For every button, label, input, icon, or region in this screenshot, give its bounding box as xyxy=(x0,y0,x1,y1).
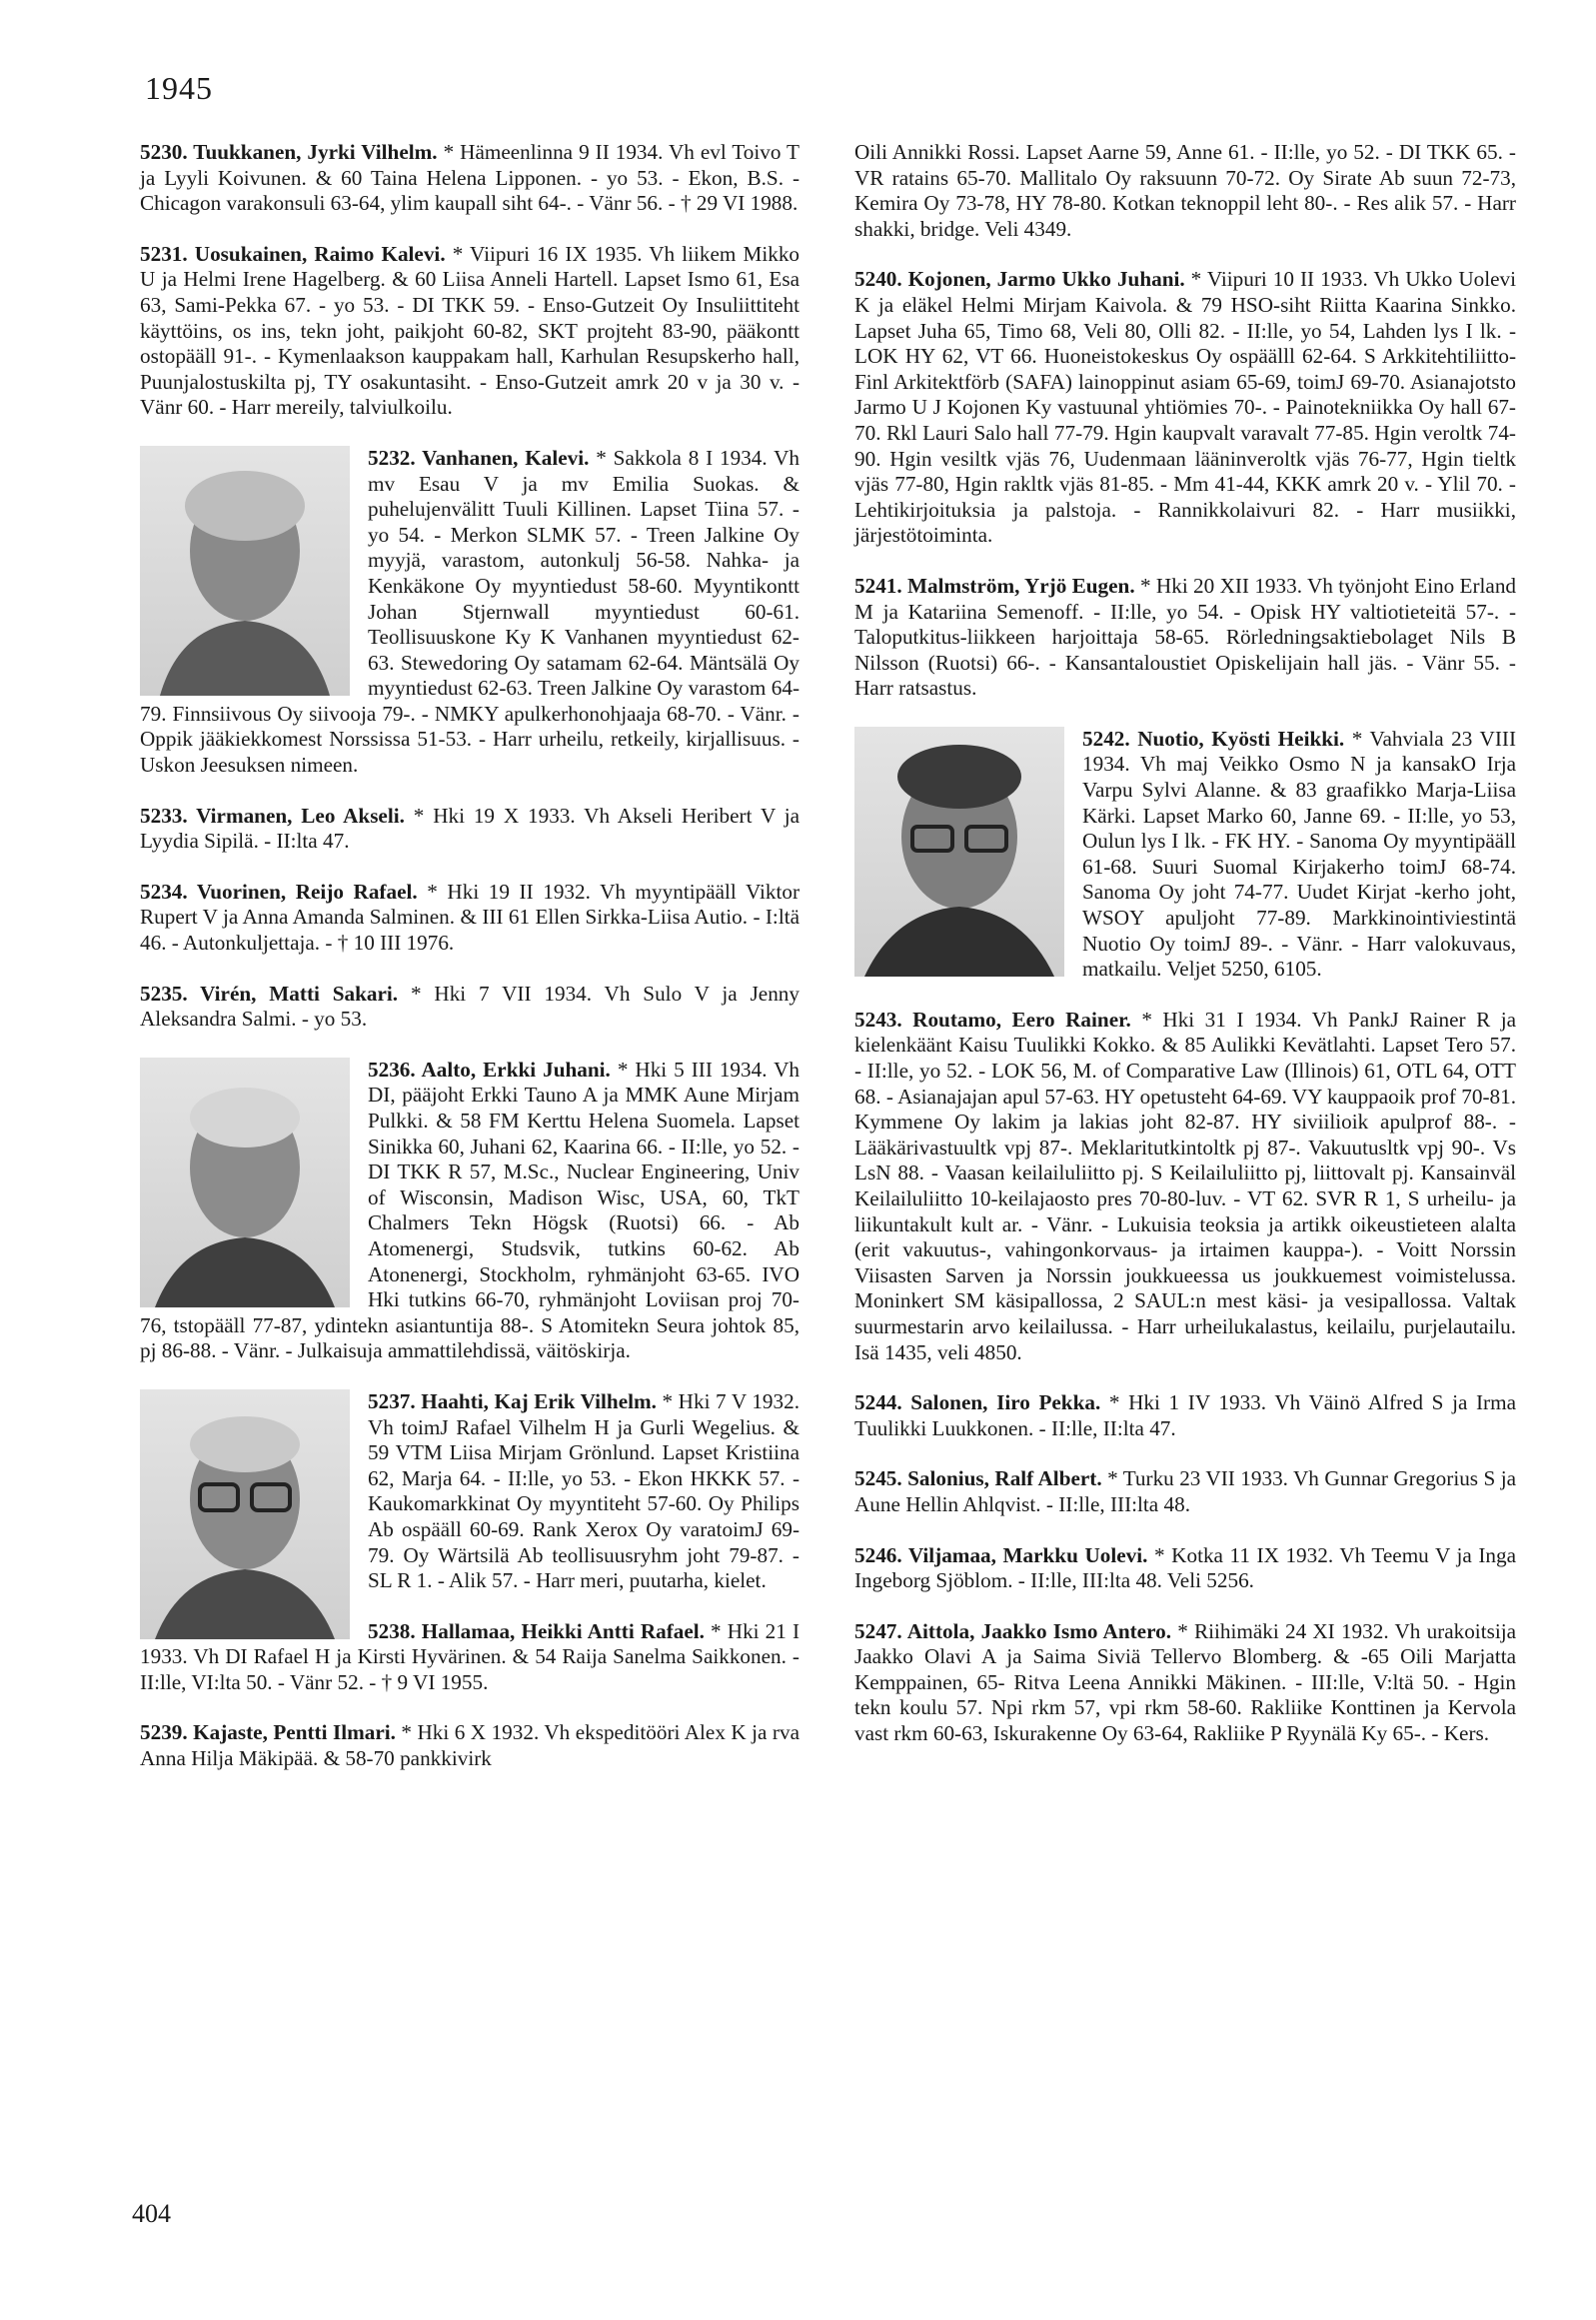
portrait-photo-5236 xyxy=(140,1058,350,1307)
entry-5237 xyxy=(140,1389,799,1594)
entry-5247 xyxy=(854,1619,1516,1747)
page-header-year: 1945 xyxy=(145,70,213,106)
entry-text: * Hki 1 IV 1933. Vh Väinö Alfred S ja Irma Tuulikki Luukkonen. - II:lle, II:lta 47. xyxy=(854,1390,1516,1440)
entry-5234 xyxy=(140,880,799,957)
entry-name: 5241. Malmström, Yrjö Eugen. xyxy=(854,573,1135,598)
entry-text: * Hki 5 III 1934. Vh DI, pääjoht Erkki Tauno A ja MMK Aune Mirjam Pulkki. & 58 FM Kerttu Helena Suomela. Lapset Sinikka 60, Juhani 62, Kaarina 66. - II:lle, yo 52. - DI TKK R 57, M.Sc., Nuclear Engineering, Univ of Wisconsin, Madison Wisc, USA, 60, TkT Chalmers Tekn Högsk (Ruotsi) 66. - Ab Atomenergi, Studsvik, tutkins 60-62. Ab Atonenergi, Stockholm, ryhmänjoht 63-65. IVO Hki tutkins 66-70, ryhmänjoht Loviisan proj 70-76, tstopääll 77-87, ydintekn asiantuntija 88-. S Atomitekn Seura johtok 85, pj 86-88. - Vänr. - Julkaisuja ammattilehdissä, väitöskirja. xyxy=(140,1057,799,1363)
entry-text: * Hki 7 VII 1934. Vh Sulo V ja Jenny Aleksandra Salmi. - yo 53. xyxy=(140,981,799,1032)
entry-name: 5232. Vanhanen, Kalevi. xyxy=(368,445,590,470)
entry-name: 5234. Vuorinen, Reijo Rafael. xyxy=(140,879,418,904)
entry-5245 xyxy=(854,1466,1516,1517)
entry-5239 xyxy=(140,1720,799,1771)
portrait-photo-5242 xyxy=(854,727,1064,977)
entry-5231 xyxy=(140,242,799,421)
entry-text: * Vahviala 23 VIII 1934. Vh maj Veikko Osmo N ja kansakO Irja Varpu Sylvi Alanne. & 83 graafikko Marja-Liisa Kärki. Lapset Marko 60, Janne 69. - II:lle, yo 53, Oulun lys I lk. - FK HY. - Sanoma Oy myyntipääll 61-68. Suuri Suomal Kirjakerho toimJ 68-74. Sanoma Oy joht 74-77. Uudet Kirjat -kerho joht, WSOY apuljoht 77-89. Markkinointiviestintä Nuotio Oy toimJ 89-. - Vänr. - Harr valokuvaus, matkailu. Veljet 5250, 6105. xyxy=(1082,726,1516,982)
portrait-photo-5232 xyxy=(140,446,350,696)
entry-name: 5238. Hallamaa, Heikki Antti Rafael. xyxy=(368,1618,705,1643)
entry-text: * Hki 6 X 1932. Vh ekspeditööri Alex K ja rva Anna Hilja Mäkipää. & 58-70 pankkivirk xyxy=(140,1720,799,1771)
entry-5244 xyxy=(854,1390,1516,1441)
portrait-photo-5237 xyxy=(140,1389,350,1639)
entry-name: 5244. Salonen, Iiro Pekka. xyxy=(854,1390,1101,1415)
entry-text: * Hki 19 X 1933. Vh Akseli Heribert V ja Lyydia Sipilä. - II:lta 47. xyxy=(140,803,800,854)
page-number: 404 xyxy=(132,2199,171,2228)
entry-name: 5239. Kajaste, Pentti Ilmari. xyxy=(140,1720,396,1745)
entry-5235 xyxy=(140,982,799,1033)
entry-name: 5236. Aalto, Erkki Juhani. xyxy=(368,1057,611,1082)
entry-5239-continued xyxy=(854,140,1516,242)
entry-5230 xyxy=(140,140,799,217)
entry-text: * Hki 31 I 1934. Vh PankJ Rainer R ja kielenkäänt Kaisu Tuulikki Kokko. & 85 Aulikki Kevätlahti. Lapset Tero 57. - II:lle, yo 52. - LOK 56, M. of Comparative Law (Illinois) 61, OTL 64, OTT 68. - Asianajajan apul 57-63. HY opetusteht 64-69. VY kauppaoik prof 70-81. Kymmene Oy lakim ja lakias joht 82-87. HY siviilioik apulprof 88-. - Lääkärivastuultk vpj 87-. Meklaritutkintoltk pj 87-. Vakuutusltk vpj 90-. Vs LsN 88. - Vaasan keilailuliitto pj. S Keilailuliitto pj, liittovalt pj. Kansainväl Keilailuliitto 10-keilajaosto pres 70-80-luv. - VT 62. SVR R 1, S urheilu- ja liikuntakult kult ar. - Vänr. - Lukuisia teoksia ja artikk oikeustieteen alalta (erit vakuutus-, vahingonkorvaus- ja irtaimen kauppa-). - Voitt Norssin Viisasten Sarven ja Norssin joukkueessa us joukkuemest voimistelussa. Moninkert SM käsipallossa, 2 SAUL:n mest käsi- ja vesipallossa. Valtak suurmestarin arvo keilailussa. - Harr urheilukalastus, keilailu, purjelautailu. Isä 1435, veli 4850. xyxy=(854,1007,1516,1364)
entry-name: 5240. Kojonen, Jarmo Ukko Juhani. xyxy=(854,267,1185,292)
entry-text: * Riihimäki 24 XI 1932. Vh urakoitsija Jaakko Olavi A ja Saima Siviä Tellervo Blomberg. & -65 Oili Marjatta Kemppainen, 65- Ritva Leena Annikki Mäkinen. - III:lle, V:ltä 50. - Hgin tekn koulu 57. Npi rkm 57, vpi rkm 58-60. Rakliike Konttinen ja Kervola vast rkm 60-63, Iskurakenne Oy 63-64, Rakliike P Ryynälä Ky 65-. - Kers. xyxy=(854,1618,1516,1746)
right-column xyxy=(854,140,1516,1772)
entry-text: * Hki 20 XII 1933. Vh työnjoht Eino Erland M ja Katariina Semenoff. - II:lle, yo 54. - Opisk HY valtiotieteitä 57-. - Taloputkitus-liikkeen harjoittaja 58-65. Rörledningsaktiebolaget Nils B Nilsson (Ruotsi) 66-. - Kansantaloustiet Opiskelijain hall jäs. - Vänr 55. - Harr ratsastus. xyxy=(854,573,1517,701)
entry-name: 5235. Virén, Matti Sakari. xyxy=(140,981,399,1006)
entry-5240 xyxy=(854,267,1516,549)
entry-name: 5231. Uosukainen, Raimo Kalevi. xyxy=(140,241,446,266)
entry-text: * Hämeenlinna 9 II 1934. Vh evl Toivo T ja Lyyli Koivunen. & 60 Taina Helena Lipponen. - yo 53. - Ekon, B.S. - Chicagon varakonsuli 63-64, ylim kaupall siht 64-. - Vänr 56. - † 29 VI 1988. xyxy=(140,140,799,216)
entry-text: * Hki 19 II 1932. Vh myyntipääll Viktor Rupert V ja Anna Amanda Salminen. & III 61 Ellen Sirkka-Liisa Autio. - I:ltä 46. - Autonkuljettaja. - † 10 III 1976. xyxy=(140,879,800,956)
entry-name: 5230. Tuukkanen, Jyrki Vilhelm. xyxy=(140,140,438,164)
entry-5241 xyxy=(854,574,1516,702)
entry-text: * Kotka 11 IX 1932. Vh Teemu V ja Inga Ingeborg Sjöblom. - II:lle, III:lta 48. Veli 5256. xyxy=(854,1542,1516,1593)
entry-name: 5247. Aittola, Jaakko Ismo Antero. xyxy=(854,1618,1171,1643)
entry-text: * Hki 7 V 1932. Vh toimJ Rafael Vilhelm H ja Gurli Wegelius. & 59 VTM Liisa Mirjam Grönlund. Lapset Kristiina 62, Marja 64. - II:lle, yo 53. - Ekon HKKK 57. - Kaukomarkkinat Oy myyntiteht 57-60. Oy Philips Ab ospääll 60-69. Rank Xerox Oy varatoimJ 69-79. Oy Wärtsilä Ab teollisuusryhm joht 79-87. - SL R 1. - Alik 57. - Harr meri, puutarha, kielet. xyxy=(368,1388,799,1593)
entry-name: 5246. Viljamaa, Markku Uolevi. xyxy=(854,1542,1148,1567)
entry-5242 xyxy=(854,727,1516,983)
entry-name: 5245. Salonius, Ralf Albert. xyxy=(854,1466,1102,1491)
entry-5243 xyxy=(854,1008,1516,1365)
entry-5246 xyxy=(854,1543,1516,1594)
entry-text: Oili Annikki Rossi. Lapset Aarne 59, Anne 61. - II:lle, yo 52. - DI TKK 65. - VR ratains 65-70. Mallitalo Oy raksuunn 70-72. Oy Sirate Ab suun 72-73, Kemira Oy 73-78, HY 78-80. Kotkan teknoppil leht 80-. - Res alik 57. - Harr shakki, bridge. Veli 4349. xyxy=(854,140,1516,241)
entry-name: 5233. Virmanen, Leo Akseli. xyxy=(140,803,405,828)
entry-name: 5237. Haahti, Kaj Erik Vilhelm. xyxy=(368,1388,657,1413)
entry-text: * Hki 21 I 1933. Vh DI Rafael H ja Kirsti Hyvärinen. & 54 Raija Sanelma Saikkonen. - II:lle, VI:lta 50. - Vänr 52. - † 9 VI 1955. xyxy=(140,1618,800,1694)
entry-5232 xyxy=(140,446,799,779)
entry-5233 xyxy=(140,804,799,855)
entry-name: 5242. Nuotio, Kyösti Heikki. xyxy=(1082,726,1345,751)
entry-5236 xyxy=(140,1058,799,1364)
entry-text: * Viipuri 10 II 1933. Vh Ukko Uolevi K ja eläkel Helmi Mirjam Kaivola. & 79 HSO-siht Riitta Kaarina Sinkko. Lapset Juha 65, Timo 68, Veli 80, Olli 82. - II:lle, yo 54, Lahden lys I lk. - LOK HY 62, VT 66. Huoneistokeskus Oy ospäälll 62-64. S Arkkitehtiliitto-Finl Arkitektförb (SAFA) lainoppinut asiam 65-69, toimJ 69-70. Asianajotsto Jarmo U J Kojonen Ky vastuunal yhtiömies 70-. - Painotekniikka Oy hall 67-70. Rkl Lauri Salo hall 77-79. Hgin kaupvalt varavalt 77-85. Hgin veroltk 74-90. Hgin vesiltk vjäs 76, Uudenmaan lääninveroltk vjäs 76-77, Hgin tieltk vjäs 77-80, Hgin rakltk vjäs 81-85. - Mm 41-44, KKK amrk 20 v. - Ylil 70. - Lehtikirjoituksia ja palstoja. - Rannikkolaivuri 82. - Harr musiikki, järjestötoiminta. xyxy=(854,267,1517,548)
left-column xyxy=(140,140,799,1797)
entry-name: 5243. Routamo, Eero Rainer. xyxy=(854,1007,1131,1032)
entry-text: * Sakkola 8 I 1934. Vh mv Esau V ja mv Emilia Suokas. & puhelujenvälitt Tuuli Killinen. Lapset Tiina 57. - yo 54. - Merkon SLMK 57. - Treen Jalkine Oy myyjä, varastom, autonkulj 56-58. Nahka- ja Kenkäkone Oy myyntiedust 58-60. Myyntikontt Johan Stjernwall myyntiedust 60-61. Teollisuuskone Ky K Vanhanen myyntiedust 62-63. Stewedoring Oy satamam 62-64. Mäntsälä Oy myyntiedust 62-63. Treen Jalkine Oy varastom 64-79. Finnsiivous Oy siivooja 79-. - NMKY apulkerhonohjaaja 68-70. - Vänr. - Oppik jääkiekkomest Norssissa 51-53. - Harr urheilu, retkeily, kirjallisuus. - Uskon Jeesuksen nimeen. xyxy=(140,445,799,778)
entry-text: * Turku 23 VII 1933. Vh Gunnar Gregorius S ja Aune Hellin Ahlqvist. - II:lle, III:lta 48. xyxy=(854,1466,1516,1516)
entry-text: * Viipuri 16 IX 1935. Vh liikem Mikko U ja Helmi Irene Hagelberg. & 60 Liisa Anneli Hartell. Lapset Ismo 61, Esa 63, Sami-Pekka 67. - yo 53. - DI TKK 59. - Enso-Gutzeit Oy Insuliittiteht käyttöins, os ins, tekn joht, paikjoht 60-82, SKT projteht 83-90, pääkontt ostopääll 91-. - Kymenlaakson kauppakam hall, Karhulan Resupskerho hall, Puunjalostuskilta pj, TY osakuntasiht. - Enso-Gutzeit amrk 20 v ja 30 v. - Vänr 60. - Harr mereily, talviulkoilu. xyxy=(140,241,800,420)
